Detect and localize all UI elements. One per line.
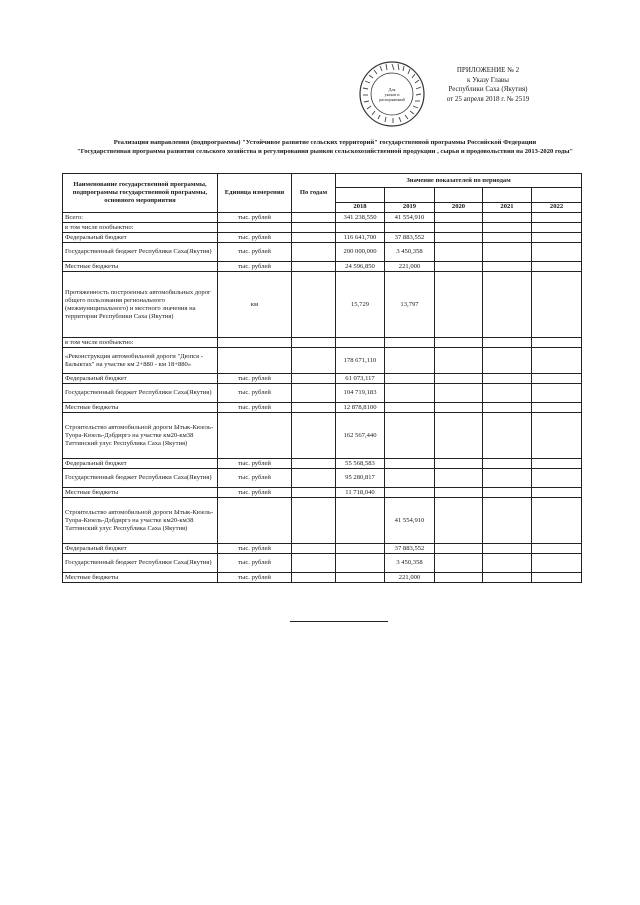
row-unit xyxy=(218,223,292,233)
row-name: Протяженность построенных автомобильных дорог общего пользования регионального (межмуниципального) и местного значения на территории Республики Саха (Якутия) xyxy=(63,272,218,338)
appendix-block xyxy=(428,66,548,104)
row-unit: тыс. рублей xyxy=(218,384,292,403)
row-value-2019 xyxy=(385,338,435,348)
row-unit: тыс. рублей xyxy=(218,403,292,413)
row-value-2020 xyxy=(435,469,483,488)
row-value-2020 xyxy=(435,262,483,272)
row-name: Государственный бюджет Республики Саха(Якутия) xyxy=(63,554,218,573)
row-unit: тыс. рублей xyxy=(218,488,292,498)
row-name: Федеральный бюджет xyxy=(63,374,218,384)
row-value-2022 xyxy=(532,488,582,498)
row-value-2021 xyxy=(483,348,532,374)
header-spacer xyxy=(532,188,582,202)
row-value-2019 xyxy=(385,403,435,413)
row-unit xyxy=(218,348,292,374)
row-value-2021 xyxy=(483,262,532,272)
row-value-2018: 104 719,183 xyxy=(336,384,385,403)
row-value-2019: 13,797 xyxy=(385,272,435,338)
appendix-title: ПРИЛОЖЕНИЕ № 2 xyxy=(456,66,520,74)
table-row xyxy=(63,488,582,498)
row-value-2019: 37 883,552 xyxy=(385,544,435,554)
row-unit: тыс. рублей xyxy=(218,243,292,262)
row-name: Строительство автомобильной дороги Ытык-Кюель-Туора-Кюель-Дэбдиргэ на участке км20-км38 Таттинский улус Республика Саха (Якутия) xyxy=(63,413,218,459)
row-unit: тыс. рублей xyxy=(218,233,292,243)
row-by-years xyxy=(292,554,336,573)
row-name: в том числе пообъектно: xyxy=(63,223,218,233)
row-value-2019: 3 450,358 xyxy=(385,554,435,573)
row-by-years xyxy=(292,272,336,338)
row-value-2019 xyxy=(385,348,435,374)
closing-divider-line xyxy=(290,621,388,622)
table-body xyxy=(63,213,582,583)
row-by-years xyxy=(292,488,336,498)
row-value-2018: 11 718,040 xyxy=(336,488,385,498)
row-value-2019 xyxy=(385,413,435,459)
row-value-2022 xyxy=(532,338,582,348)
header-spacer xyxy=(483,188,532,202)
row-value-2019 xyxy=(385,488,435,498)
table-row xyxy=(63,233,582,243)
row-value-2021 xyxy=(483,223,532,233)
row-value-2020 xyxy=(435,459,483,469)
header-year-2021: 2021 xyxy=(483,202,532,212)
row-by-years xyxy=(292,233,336,243)
row-name: в том числе пообъектно: xyxy=(63,338,218,348)
table-row xyxy=(63,262,582,272)
row-value-2020 xyxy=(435,223,483,233)
row-unit: тыс. рублей xyxy=(218,374,292,384)
header-values-by-period: Значение показателей по периодам xyxy=(336,174,582,188)
row-value-2021 xyxy=(483,488,532,498)
row-value-2018 xyxy=(336,554,385,573)
row-value-2019: 221,000 xyxy=(385,262,435,272)
row-value-2021 xyxy=(483,272,532,338)
table-row xyxy=(63,223,582,233)
row-value-2022 xyxy=(532,469,582,488)
row-value-2020 xyxy=(435,403,483,413)
row-value-2021 xyxy=(483,469,532,488)
document-heading xyxy=(60,139,590,156)
row-value-2020 xyxy=(435,348,483,374)
row-value-2020 xyxy=(435,233,483,243)
row-value-2022 xyxy=(532,413,582,459)
row-name: Государственный бюджет Республики Саха(Якутия) xyxy=(63,384,218,403)
header-spacer xyxy=(435,188,483,202)
row-value-2018: 341 238,550 xyxy=(336,213,385,223)
row-value-2018 xyxy=(336,498,385,544)
row-value-2020 xyxy=(435,554,483,573)
appendix-republic: Республики Саха (Якутия) xyxy=(448,85,528,93)
official-seal-stamp xyxy=(358,60,426,128)
row-value-2022 xyxy=(532,573,582,583)
row-value-2020 xyxy=(435,243,483,262)
table-row xyxy=(63,554,582,573)
table-row xyxy=(63,544,582,554)
row-name: Местные бюджеты xyxy=(63,262,218,272)
row-value-2020 xyxy=(435,413,483,459)
header-year-2022: 2022 xyxy=(532,202,582,212)
row-value-2019: 3 450,358 xyxy=(385,243,435,262)
appendix-date: от 25 апреля 2018 г. № 2519 xyxy=(446,94,530,103)
row-value-2021 xyxy=(483,413,532,459)
header-year-2019: 2019 xyxy=(385,202,435,212)
row-value-2019 xyxy=(385,223,435,233)
row-name: Федеральный бюджет xyxy=(63,233,218,243)
header-spacer xyxy=(336,188,385,202)
row-value-2021 xyxy=(483,498,532,544)
row-by-years xyxy=(292,262,336,272)
table-row xyxy=(63,338,582,348)
table-row xyxy=(63,213,582,223)
heading-line-2: "Государственная программа развития сельского хозяйства и регулирования рынков сельскохозяйственной продукции , сырья и продовольствия на 2013-2020 годы" xyxy=(76,147,574,155)
row-unit: тыс. рублей xyxy=(218,459,292,469)
row-value-2022 xyxy=(532,459,582,469)
row-value-2018 xyxy=(336,338,385,348)
row-unit: км xyxy=(218,272,292,338)
row-value-2020 xyxy=(435,544,483,554)
row-value-2022 xyxy=(532,544,582,554)
row-value-2020 xyxy=(435,338,483,348)
row-name: Государственный бюджет Республики Саха(Якутия) xyxy=(63,243,218,262)
row-value-2018: 61 073,117 xyxy=(336,374,385,384)
row-name: Федеральный бюджет xyxy=(63,459,218,469)
header-by-years: По годам xyxy=(292,174,336,213)
row-by-years xyxy=(292,384,336,403)
row-value-2020 xyxy=(435,384,483,403)
table-row xyxy=(63,348,582,374)
row-value-2022 xyxy=(532,272,582,338)
svg-text:Для: Для xyxy=(388,87,396,92)
row-value-2018 xyxy=(336,544,385,554)
row-value-2022 xyxy=(532,223,582,233)
row-name: Федеральный бюджет xyxy=(63,544,218,554)
row-value-2022 xyxy=(532,262,582,272)
row-name: Государственный бюджет Республики Саха(Якутия) xyxy=(63,469,218,488)
header-program-name: Наименование государственной программы, подпрограммы государственной программы, основного мероприятия xyxy=(63,174,218,213)
table-row xyxy=(63,272,582,338)
row-value-2020 xyxy=(435,374,483,384)
row-unit: тыс. рублей xyxy=(218,554,292,573)
row-value-2018: 15,729 xyxy=(336,272,385,338)
row-value-2021 xyxy=(483,384,532,403)
row-value-2019: 41 554,910 xyxy=(385,498,435,544)
row-value-2020 xyxy=(435,498,483,544)
row-by-years xyxy=(292,498,336,544)
row-value-2022 xyxy=(532,213,582,223)
row-value-2018: 200 000,000 xyxy=(336,243,385,262)
row-by-years xyxy=(292,213,336,223)
table-row xyxy=(63,374,582,384)
header-spacer xyxy=(385,188,435,202)
row-value-2019: 221,000 xyxy=(385,573,435,583)
row-unit: тыс. рублей xyxy=(218,469,292,488)
row-value-2021 xyxy=(483,403,532,413)
row-value-2022 xyxy=(532,243,582,262)
row-value-2021 xyxy=(483,243,532,262)
row-name: Местные бюджеты xyxy=(63,488,218,498)
row-unit xyxy=(218,338,292,348)
appendix-decree: к Указу Главы xyxy=(467,75,509,84)
row-value-2018 xyxy=(336,573,385,583)
row-value-2021 xyxy=(483,338,532,348)
header-year-2020: 2020 xyxy=(435,202,483,212)
heading-line-1: Реализация направления (подпрограммы) "Устойчивое развитие сельских территорий" государственной программы Российской Федерации xyxy=(113,139,537,146)
row-value-2020 xyxy=(435,488,483,498)
row-value-2022 xyxy=(532,348,582,374)
row-value-2018: 95 280,817 xyxy=(336,469,385,488)
row-value-2018 xyxy=(336,223,385,233)
row-by-years xyxy=(292,338,336,348)
row-unit: тыс. рублей xyxy=(218,262,292,272)
row-by-years xyxy=(292,223,336,233)
row-value-2019: 41 554,910 xyxy=(385,213,435,223)
row-name: Строительство автомобильной дороги Ытык-Кюель-Туора-Кюель-Дэбдиргэ на участке км20-км38 Таттинский улус Республика Саха (Якутия) xyxy=(63,498,218,544)
row-value-2022 xyxy=(532,374,582,384)
table-row xyxy=(63,413,582,459)
row-value-2021 xyxy=(483,374,532,384)
row-value-2022 xyxy=(532,384,582,403)
row-unit: тыс. рублей xyxy=(218,213,292,223)
row-name: Местные бюджеты xyxy=(63,573,218,583)
svg-text:распоряжений: распоряжений xyxy=(379,97,405,102)
row-value-2020 xyxy=(435,272,483,338)
row-value-2019 xyxy=(385,469,435,488)
row-by-years xyxy=(292,348,336,374)
row-value-2018: 116 641,700 xyxy=(336,233,385,243)
row-name: Местные бюджеты xyxy=(63,403,218,413)
row-by-years xyxy=(292,403,336,413)
row-value-2019 xyxy=(385,459,435,469)
row-value-2021 xyxy=(483,459,532,469)
row-value-2020 xyxy=(435,213,483,223)
row-value-2022 xyxy=(532,233,582,243)
row-value-2021 xyxy=(483,213,532,223)
row-value-2021 xyxy=(483,544,532,554)
header-unit: Единица измерения xyxy=(218,174,292,213)
row-name: Всего: xyxy=(63,213,218,223)
row-by-years xyxy=(292,573,336,583)
row-value-2020 xyxy=(435,573,483,583)
row-by-years xyxy=(292,544,336,554)
table-row xyxy=(63,459,582,469)
header-year-2018: 2018 xyxy=(336,202,385,212)
svg-text:указов и: указов и xyxy=(384,92,400,97)
table-row xyxy=(63,384,582,403)
row-value-2018: 55 568,583 xyxy=(336,459,385,469)
table-row xyxy=(63,498,582,544)
row-value-2019 xyxy=(385,374,435,384)
row-unit xyxy=(218,413,292,459)
table-row xyxy=(63,469,582,488)
row-by-years xyxy=(292,374,336,384)
row-value-2021 xyxy=(483,554,532,573)
row-unit xyxy=(218,498,292,544)
row-name: «Реконструкция автомобильной дороги "Дюпся - Балыктах" на участке км 2+880 - км 18+880» xyxy=(63,348,218,374)
row-unit: тыс. рублей xyxy=(218,573,292,583)
row-by-years xyxy=(292,459,336,469)
row-value-2022 xyxy=(532,498,582,544)
row-value-2019 xyxy=(385,384,435,403)
row-by-years xyxy=(292,413,336,459)
row-value-2022 xyxy=(532,403,582,413)
table-row xyxy=(63,573,582,583)
row-by-years xyxy=(292,243,336,262)
row-value-2018: 12 878,8100 xyxy=(336,403,385,413)
table-row xyxy=(63,403,582,413)
indicators-table xyxy=(62,173,582,583)
row-unit: тыс. рублей xyxy=(218,544,292,554)
row-by-years xyxy=(292,469,336,488)
table-row xyxy=(63,243,582,262)
row-value-2019: 37 883,552 xyxy=(385,233,435,243)
row-value-2021 xyxy=(483,573,532,583)
row-value-2022 xyxy=(532,554,582,573)
row-value-2021 xyxy=(483,233,532,243)
row-value-2018: 162 567,440 xyxy=(336,413,385,459)
row-value-2018: 178 671,110 xyxy=(336,348,385,374)
row-value-2018: 24 596,850 xyxy=(336,262,385,272)
